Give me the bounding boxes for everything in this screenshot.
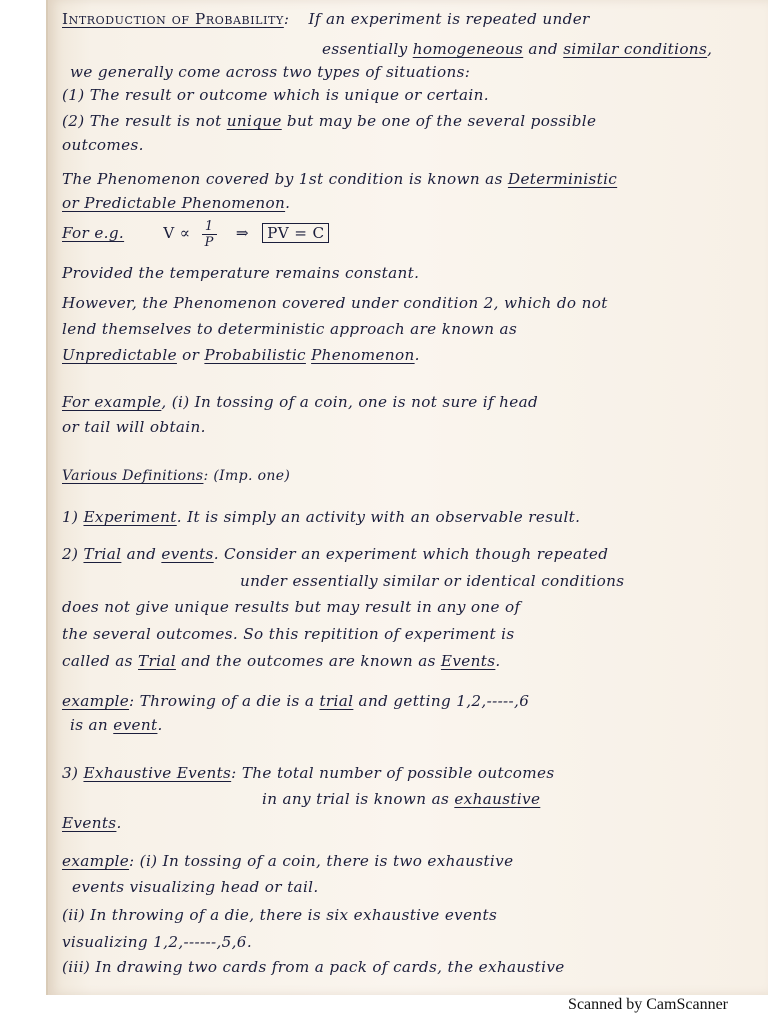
text-line: 2) Trial and events. Consider an experiment which though repeated bbox=[62, 545, 609, 563]
text-line: (iii) In drawing two cards from a pack of cards, the exhaustive bbox=[62, 958, 565, 976]
text-line: lend themselves to deterministic approach are known as bbox=[62, 320, 518, 338]
text-line: or tail will obtain. bbox=[62, 418, 206, 436]
text-line: 1) Experiment. It is simply an activity with an observable result. bbox=[62, 508, 581, 526]
text-line: essentially homogeneous and similar conditions, bbox=[322, 40, 713, 58]
text-line: under essentially similar or identical conditions bbox=[240, 572, 625, 590]
text-line: Unpredictable or Probabilistic Phenomenon. bbox=[62, 346, 420, 364]
text-line: (2) The result is not unique but may be one of the several possible bbox=[62, 112, 597, 130]
text-line: example: (i) In tossing of a coin, there is two exhaustive bbox=[62, 852, 514, 870]
text-line: However, the Phenomenon covered under condition 2, which do not bbox=[62, 294, 608, 312]
proportional-expression: V ∝ bbox=[163, 224, 191, 242]
heading-line: Introduction of Probability: If an experiment is repeated under bbox=[62, 10, 590, 28]
definitions-heading: Various Definitions bbox=[62, 468, 204, 484]
section-heading: Introduction of Probability bbox=[62, 10, 284, 28]
boxed-formula: PV = C bbox=[262, 223, 329, 243]
text-line: Provided the temperature remains constant. bbox=[62, 264, 420, 282]
intro-text: If an experiment is repeated under bbox=[308, 10, 590, 28]
text-line: example: Throwing of a die is a trial and getting 1,2,-----,6 bbox=[62, 692, 530, 710]
text-line: events visualizing head or tail. bbox=[72, 878, 319, 896]
text-line: does not give unique results but may result in any one of bbox=[62, 598, 521, 616]
text-line: or Predictable Phenomenon. bbox=[62, 194, 291, 212]
text-line: visualizing 1,2,------,5,6. bbox=[62, 933, 253, 951]
subheading-line: Various Definitions: (Imp. one) bbox=[62, 468, 291, 484]
text-line: we generally come across two types of situations: bbox=[70, 63, 471, 81]
text-line: is an event. bbox=[70, 716, 163, 734]
text-line: Events. bbox=[62, 814, 122, 832]
formula-line: For e.g. V ∝ $\frac{1}{P}$ ⇒ PV = C bbox=[62, 218, 329, 250]
scanner-watermark: Scanned by CamScanner bbox=[568, 996, 728, 1013]
text-line: outcomes. bbox=[62, 136, 144, 154]
text-line: (1) The result or outcome which is unique or certain. bbox=[62, 86, 489, 104]
notebook-page bbox=[46, 0, 768, 995]
text-line: The Phenomenon covered by 1st condition is known as Deterministic bbox=[62, 170, 618, 188]
implies-arrow: ⇒ bbox=[235, 224, 249, 242]
text-line: (ii) In throwing of a die, there is six exhaustive events bbox=[62, 906, 498, 924]
text-line: in any trial is known as exhaustive bbox=[262, 790, 541, 808]
text-line: the several outcomes. So this repitition of experiment is bbox=[62, 625, 515, 643]
text-line: 3) Exhaustive Events: The total number of possible outcomes bbox=[62, 764, 555, 782]
fraction: $\frac{1}{P}$ bbox=[202, 219, 217, 250]
text-line: called as Trial and the outcomes are known as Events. bbox=[62, 652, 501, 670]
text-line: For example, (i) In tossing of a coin, one is not sure if head bbox=[62, 393, 539, 411]
